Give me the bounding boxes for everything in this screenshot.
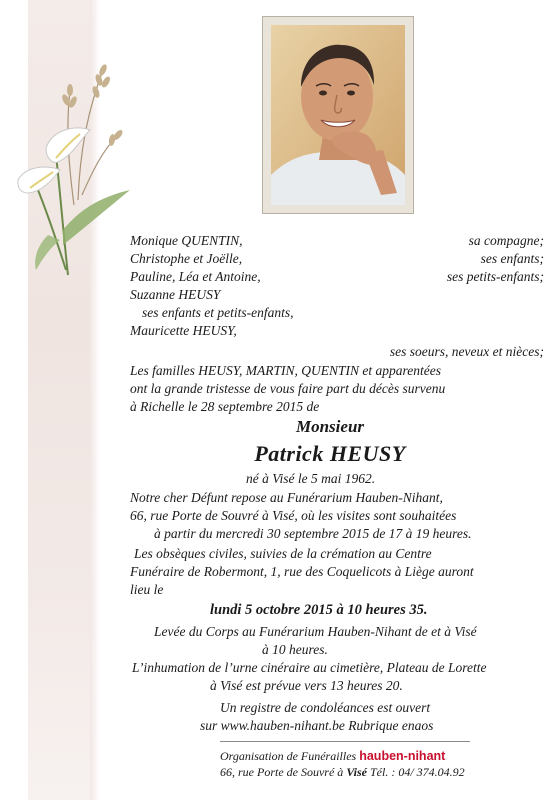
family-siblings-role: ses soeurs, neveux et nièces; [389,344,544,359]
family-christophe: Christophe et Joëlle, [130,251,243,266]
family-pauline: Pauline, Léa et Antoine, [130,269,261,284]
families-line-3: à Richelle le 28 septembre 2015 de [130,399,320,414]
deceased-title: Monsieur [295,417,365,436]
footer-phone: Tél. : 04/ 374.04.92 [369,765,465,779]
family-mauricette: Mauricette HEUSY, [130,323,237,338]
family-christophe-role: ses enfants; [480,251,544,266]
details-line-5: Funéraire de Robermont, 1, rue des Coquelicots à Liège auront [130,564,474,579]
details-line-2: 66, rue Porte de Souvré à Visé, où les visites sont souhaitées [130,508,457,523]
ceremony-date: lundi 5 octobre 2015 à 10 heures 35. [210,602,428,618]
families-line-1: Les familles HEUSY, MARTIN, QUENTIN et apparentées [130,363,441,378]
details-line-8: à 10 heures. [262,642,328,657]
details-line-9: L’inhumation de l’urne cinéraire au cimetière, Plateau de Lorette [132,660,487,675]
details-line-11: Un registre de condoléances est ouvert [220,700,431,715]
calla-lily-wheat-icon [8,30,138,280]
footer-org-prefix: Organisation de Funérailles [220,749,357,763]
details-line-10: à Visé est prévue vers 13 heures 20. [210,678,403,693]
footer-city: Visé [346,765,367,779]
families-line-2: ont la grande tristesse de vous faire part du décès survenu [130,381,446,396]
family-suzanne: Suzanne HEUSY [130,287,221,302]
footer-address [220,764,465,780]
family-suzanne-sub: ses enfants et petits-enfants, [142,305,294,320]
deceased-born: né à Visé le 5 mai 1962. [246,471,376,486]
deceased-name: Patrick HEUSY [254,441,406,466]
details-line-1: Notre cher Défunt repose au Funérarium Hauben-Nihant, [130,490,443,505]
details-line-7: Levée du Corps au Funérarium Hauben-Nihant de et à Visé [154,624,477,639]
footer-brand-logo: hauben-nihant [359,749,446,763]
portrait-frame [262,16,414,214]
portrait-photo [271,25,405,205]
details-line-4: Les obsèques civiles, suivies de la crémation au Centre [134,546,432,561]
details-line-3: à partir du mercredi 30 septembre 2015 de 17 à 19 heures. [154,526,472,541]
footer-organisation [220,748,445,764]
details-line-6: lieu le [130,582,164,597]
footer-address-prefix: 66, rue Porte de Souvré à [220,765,344,779]
details-line-12: sur www.hauben-nihant.be Rubrique enaos [200,718,434,733]
family-pauline-role: ses petits-enfants; [446,269,544,284]
footer-divider [220,741,470,742]
family-monique-role: sa compagne; [468,233,544,248]
family-monique: Monique QUENTIN, [130,233,243,248]
